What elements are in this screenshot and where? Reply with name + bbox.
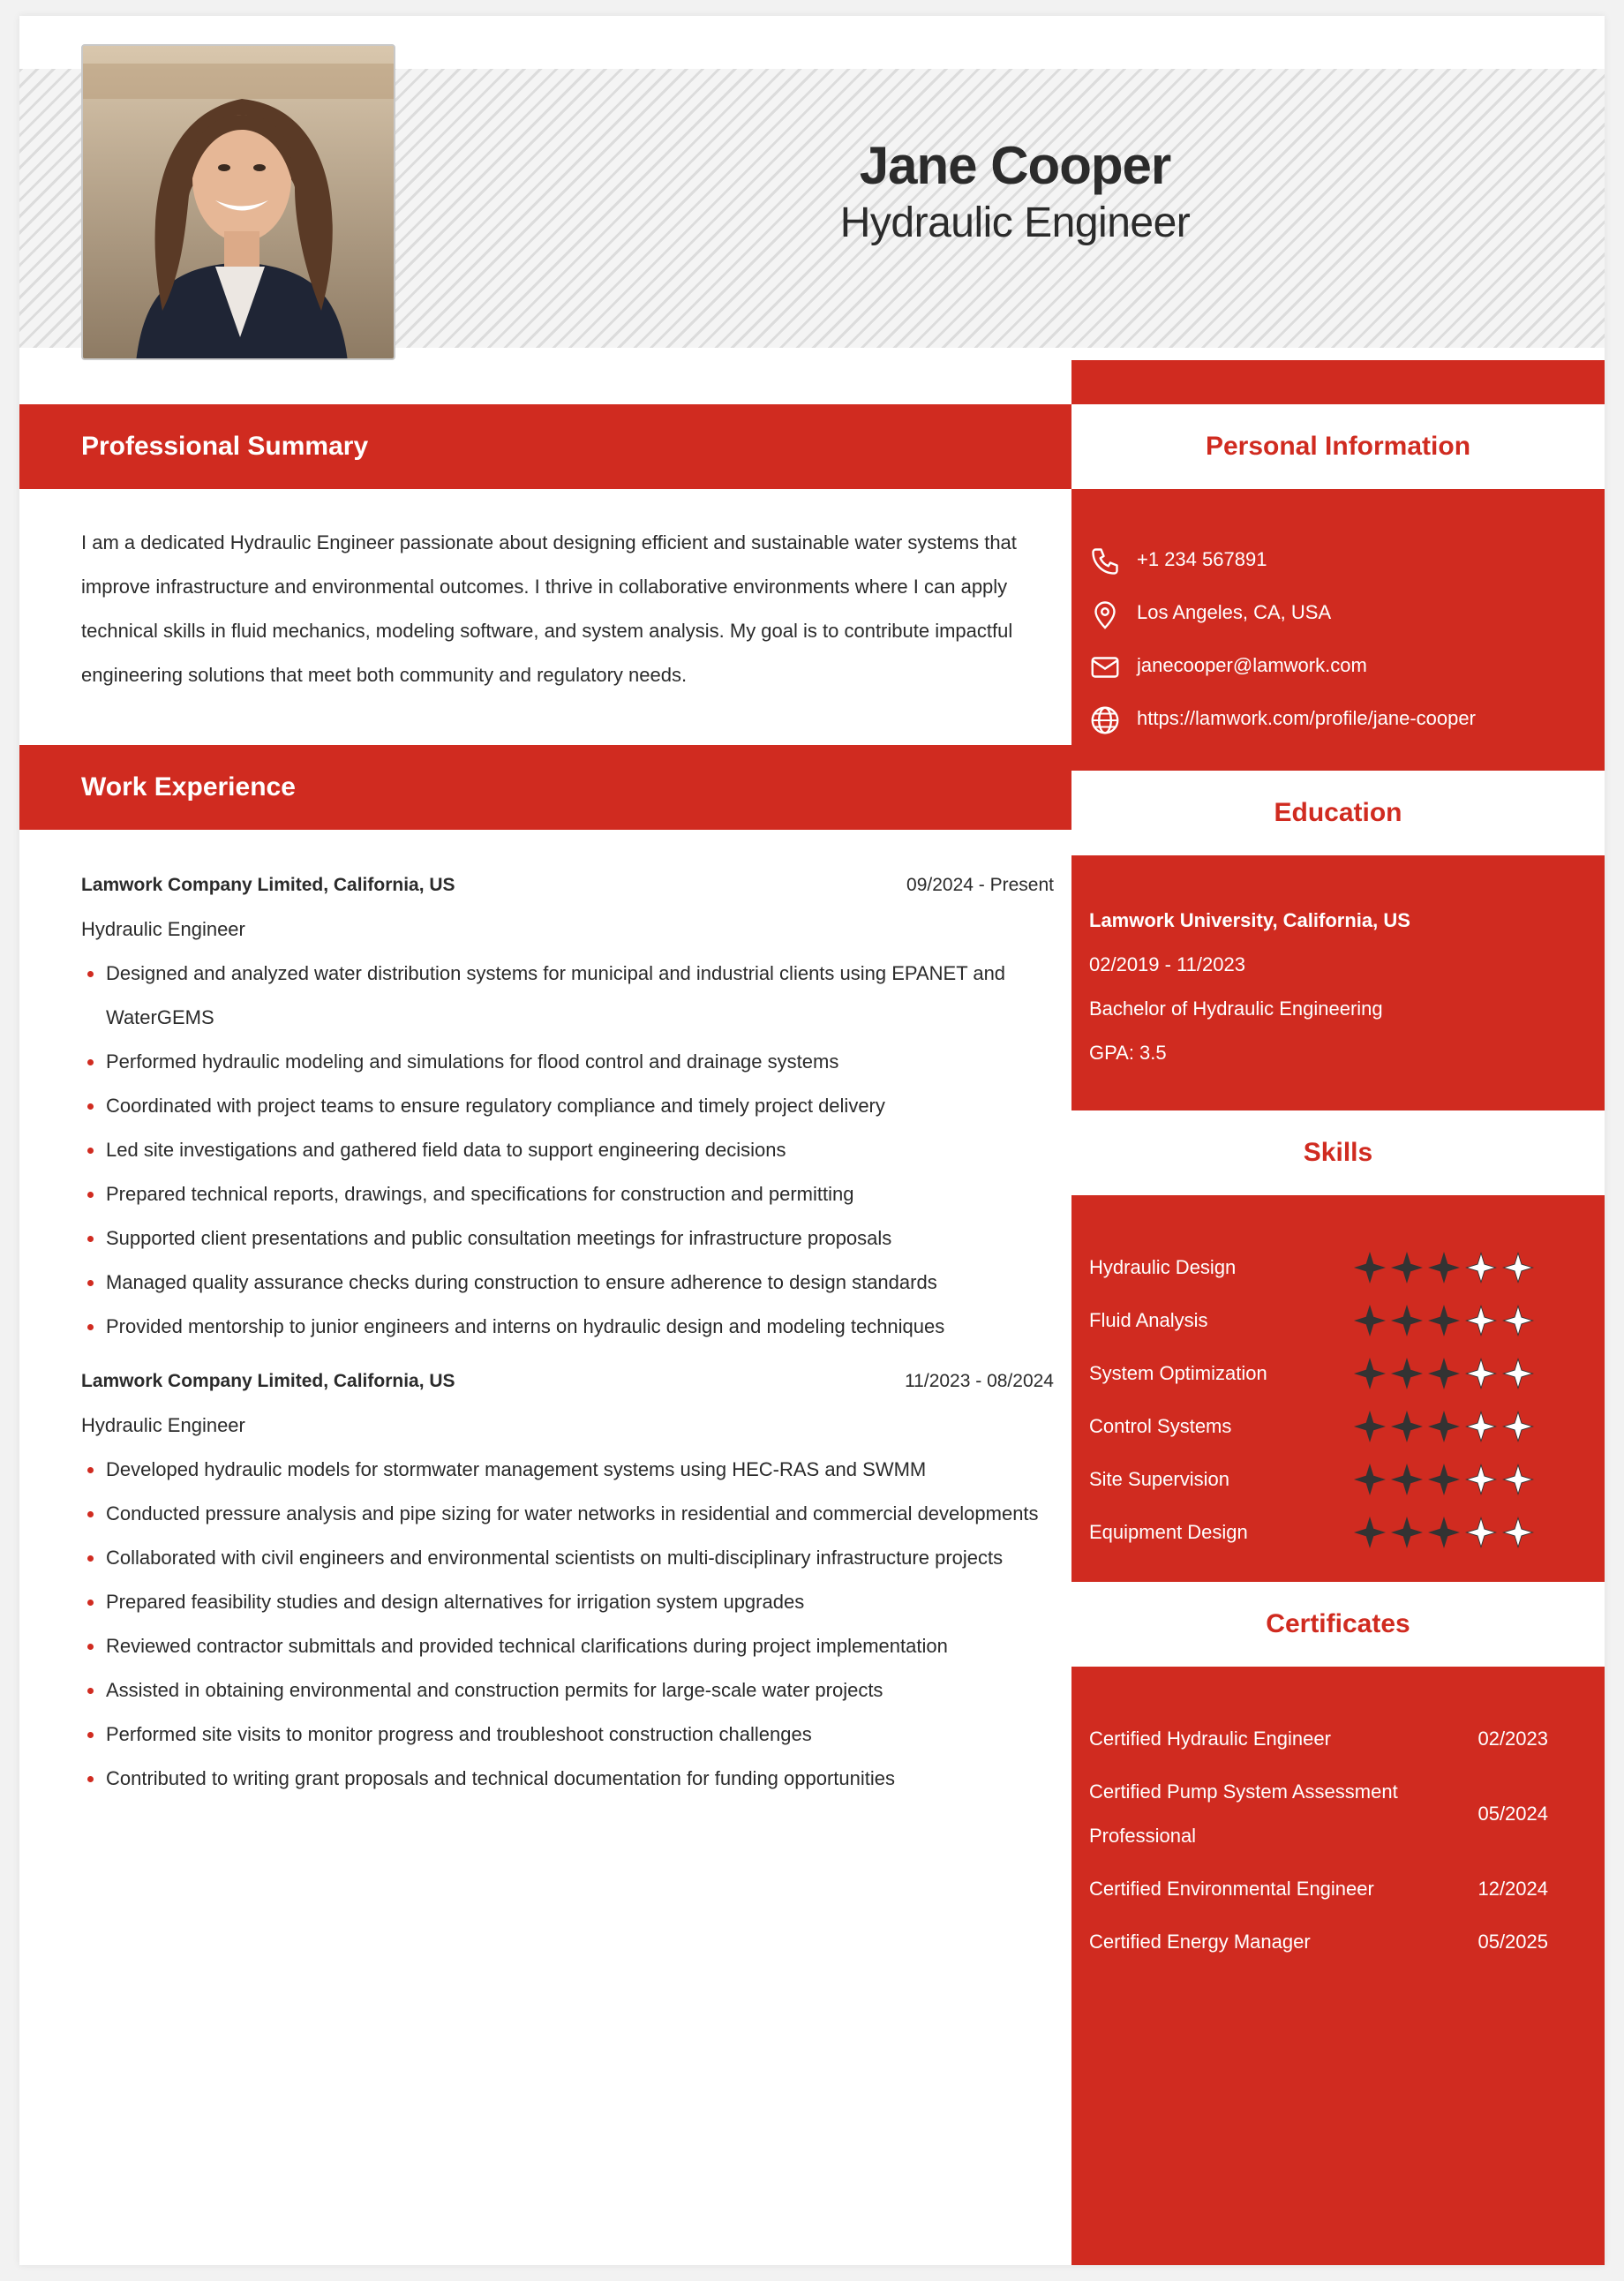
star-filled-icon — [1428, 1464, 1460, 1495]
certificate-name: Certified Energy Manager — [1089, 1931, 1311, 1953]
star-filled-icon — [1354, 1358, 1386, 1389]
skill-rating — [1354, 1305, 1539, 1336]
job-header — [81, 1359, 1054, 1404]
job-bullet: Designed and analyzed water distribution systems for municipal and industrial clients using EPANET and WaterGEMS — [81, 952, 1054, 1040]
certificate-date: 05/2024 — [1477, 1803, 1548, 1825]
job-bullets — [81, 952, 1054, 1349]
contact-email — [1089, 639, 1601, 692]
education-heading: Education — [1071, 771, 1605, 855]
job-role: Hydraulic Engineer — [81, 1414, 245, 1436]
star-empty-icon — [1465, 1517, 1497, 1548]
star-filled-icon — [1428, 1411, 1460, 1442]
star-empty-icon — [1502, 1464, 1534, 1495]
skill-name: Equipment Design — [1089, 1521, 1248, 1543]
skill-rating — [1354, 1358, 1539, 1389]
star-filled-icon — [1354, 1305, 1386, 1336]
skill-name: System Optimization — [1089, 1362, 1267, 1384]
skill-name: Site Supervision — [1089, 1468, 1229, 1490]
job-bullet: Led site investigations and gathered field data to support engineering decisions — [81, 1128, 1054, 1172]
certificate-date: 05/2025 — [1477, 1931, 1548, 1953]
education-dates: 02/2019 - 11/2023 — [1089, 953, 1245, 975]
summary-heading: Professional Summary — [19, 404, 1071, 489]
job-bullet: Performed hydraulic modeling and simulations for flood control and drainage systems — [81, 1040, 1054, 1084]
certificate-name: Certified Hydraulic Engineer — [1089, 1728, 1331, 1750]
star-filled-icon — [1354, 1411, 1386, 1442]
star-filled-icon — [1428, 1517, 1460, 1548]
star-empty-icon — [1502, 1411, 1534, 1442]
certificate-name: Certified Environmental Engineer — [1089, 1878, 1374, 1900]
job-bullet: Coordinated with project teams to ensure regulatory compliance and timely project delivery — [81, 1084, 1054, 1128]
job-bullet: Prepared feasibility studies and design alternatives for irrigation system upgrades — [81, 1580, 1054, 1624]
skills-heading: Skills — [1071, 1110, 1605, 1195]
star-empty-icon — [1465, 1252, 1497, 1284]
right-column — [1071, 360, 1605, 2265]
education-degree: Bachelor of Hydraulic Engineering — [1089, 997, 1383, 1020]
certificates-heading: Certificates — [1071, 1582, 1605, 1667]
star-filled-icon — [1391, 1252, 1423, 1284]
star-filled-icon — [1391, 1305, 1423, 1336]
star-empty-icon — [1465, 1358, 1497, 1389]
job-bullet: Prepared technical reports, drawings, and specifications for construction and permitting — [81, 1172, 1054, 1216]
phone-number: +1 234 567891 — [1137, 548, 1267, 570]
location-text: Los Angeles, CA, USA — [1137, 601, 1332, 623]
certificate-row — [1089, 1765, 1548, 1863]
job-entry — [81, 1359, 1054, 1801]
candidate-name: Jane Cooper — [859, 136, 1171, 195]
job-bullet: Assisted in obtaining environmental and construction permits for large-scale water projects — [81, 1668, 1054, 1713]
location-pin-icon — [1089, 598, 1121, 630]
job-bullet: Collaborated with civil engineers and environmental scientists on multi-disciplinary infrastructure projects — [81, 1536, 1054, 1580]
star-empty-icon — [1465, 1464, 1497, 1495]
skill-row — [1089, 1241, 1583, 1294]
star-empty-icon — [1465, 1305, 1497, 1336]
star-filled-icon — [1354, 1517, 1386, 1548]
job-dates: 09/2024 - Present — [906, 875, 1054, 895]
star-empty-icon — [1502, 1517, 1534, 1548]
skill-row — [1089, 1453, 1583, 1506]
job-bullet: Developed hydraulic models for stormwater management systems using HEC-RAS and SWMM — [81, 1448, 1054, 1492]
job-bullets — [81, 1448, 1054, 1801]
mail-icon — [1089, 651, 1121, 683]
skill-row — [1089, 1506, 1583, 1559]
job-bullet: Reviewed contractor submittals and provided technical clarifications during project implementation — [81, 1624, 1054, 1668]
skill-name: Control Systems — [1089, 1415, 1232, 1437]
skill-rating — [1354, 1517, 1539, 1548]
email-link[interactable]: janecooper@lamwork.com — [1137, 654, 1367, 676]
education-entry — [1089, 899, 1583, 1075]
certificate-name: Certified Pump System Assessment Professional — [1089, 1780, 1398, 1847]
personal-info-heading: Personal Information — [1071, 404, 1605, 489]
job-company: Lamwork Company Limited, California, US — [81, 1371, 455, 1391]
skill-name: Fluid Analysis — [1089, 1309, 1208, 1331]
star-filled-icon — [1391, 1517, 1423, 1548]
certificate-row — [1089, 1916, 1548, 1969]
left-column — [19, 16, 1071, 2265]
job-role: Hydraulic Engineer — [81, 918, 245, 940]
star-empty-icon — [1502, 1358, 1534, 1389]
star-filled-icon — [1391, 1411, 1423, 1442]
education-school: Lamwork University, California, US — [1089, 909, 1410, 931]
star-filled-icon — [1391, 1464, 1423, 1495]
job-entry — [81, 863, 1054, 1349]
certificate-date: 12/2024 — [1477, 1878, 1548, 1900]
job-bullet: Performed site visits to monitor progress and troubleshoot construction challenges — [81, 1713, 1054, 1757]
experience-heading: Work Experience — [19, 745, 1071, 830]
star-filled-icon — [1354, 1252, 1386, 1284]
skill-rating — [1354, 1252, 1539, 1284]
job-bullet: Conducted pressure analysis and pipe sizing for water networks in residential and commercial developments — [81, 1492, 1054, 1536]
summary-text: I am a dedicated Hydraulic Engineer passionate about designing efficient and sustainable water systems that improve infrastructure and environmental outcomes. I thrive in collaborative environments where I can apply technical skills in fluid mechanics, modeling software, and system analysis. My goal is to contribute impactful engineering solutions that meet both community and regulatory needs. — [81, 531, 1017, 686]
skill-name: Hydraulic Design — [1089, 1256, 1237, 1278]
job-header — [81, 863, 1054, 907]
contact-location — [1089, 586, 1601, 639]
resume-page — [19, 16, 1605, 2265]
candidate-title: Hydraulic Engineer — [839, 199, 1191, 246]
contact-website — [1089, 692, 1601, 745]
star-filled-icon — [1428, 1305, 1460, 1336]
education-gpa: GPA: 3.5 — [1089, 1042, 1167, 1064]
star-filled-icon — [1428, 1358, 1460, 1389]
phone-icon — [1089, 546, 1121, 577]
star-empty-icon — [1502, 1305, 1534, 1336]
globe-icon — [1089, 704, 1121, 736]
certificate-row — [1089, 1713, 1548, 1765]
contact-phone — [1089, 533, 1601, 586]
star-empty-icon — [1465, 1411, 1497, 1442]
skill-rating — [1354, 1411, 1539, 1442]
star-empty-icon — [1502, 1252, 1534, 1284]
contact-list — [1089, 533, 1601, 745]
star-filled-icon — [1428, 1252, 1460, 1284]
website-link[interactable]: https://lamwork.com/profile/jane-cooper — [1137, 707, 1476, 729]
job-bullet: Managed quality assurance checks during construction to ensure adherence to design standards — [81, 1261, 1054, 1305]
star-filled-icon — [1354, 1464, 1386, 1495]
job-company: Lamwork Company Limited, California, US — [81, 875, 455, 895]
skill-row — [1089, 1400, 1583, 1453]
job-dates: 11/2023 - 08/2024 — [905, 1371, 1054, 1391]
certificates-list — [1089, 1713, 1548, 1969]
certificate-row — [1089, 1863, 1548, 1916]
job-bullet: Contributed to writing grant proposals and technical documentation for funding opportunities — [81, 1757, 1054, 1801]
skill-rating — [1354, 1464, 1539, 1495]
job-bullet: Provided mentorship to junior engineers and interns on hydraulic design and modeling techniques — [81, 1305, 1054, 1349]
star-filled-icon — [1391, 1358, 1423, 1389]
skills-list — [1089, 1241, 1583, 1559]
skill-row — [1089, 1294, 1583, 1347]
skill-row — [1089, 1347, 1583, 1400]
job-bullet: Supported client presentations and public consultation meetings for infrastructure proposals — [81, 1216, 1054, 1261]
certificate-date: 02/2023 — [1477, 1728, 1548, 1750]
